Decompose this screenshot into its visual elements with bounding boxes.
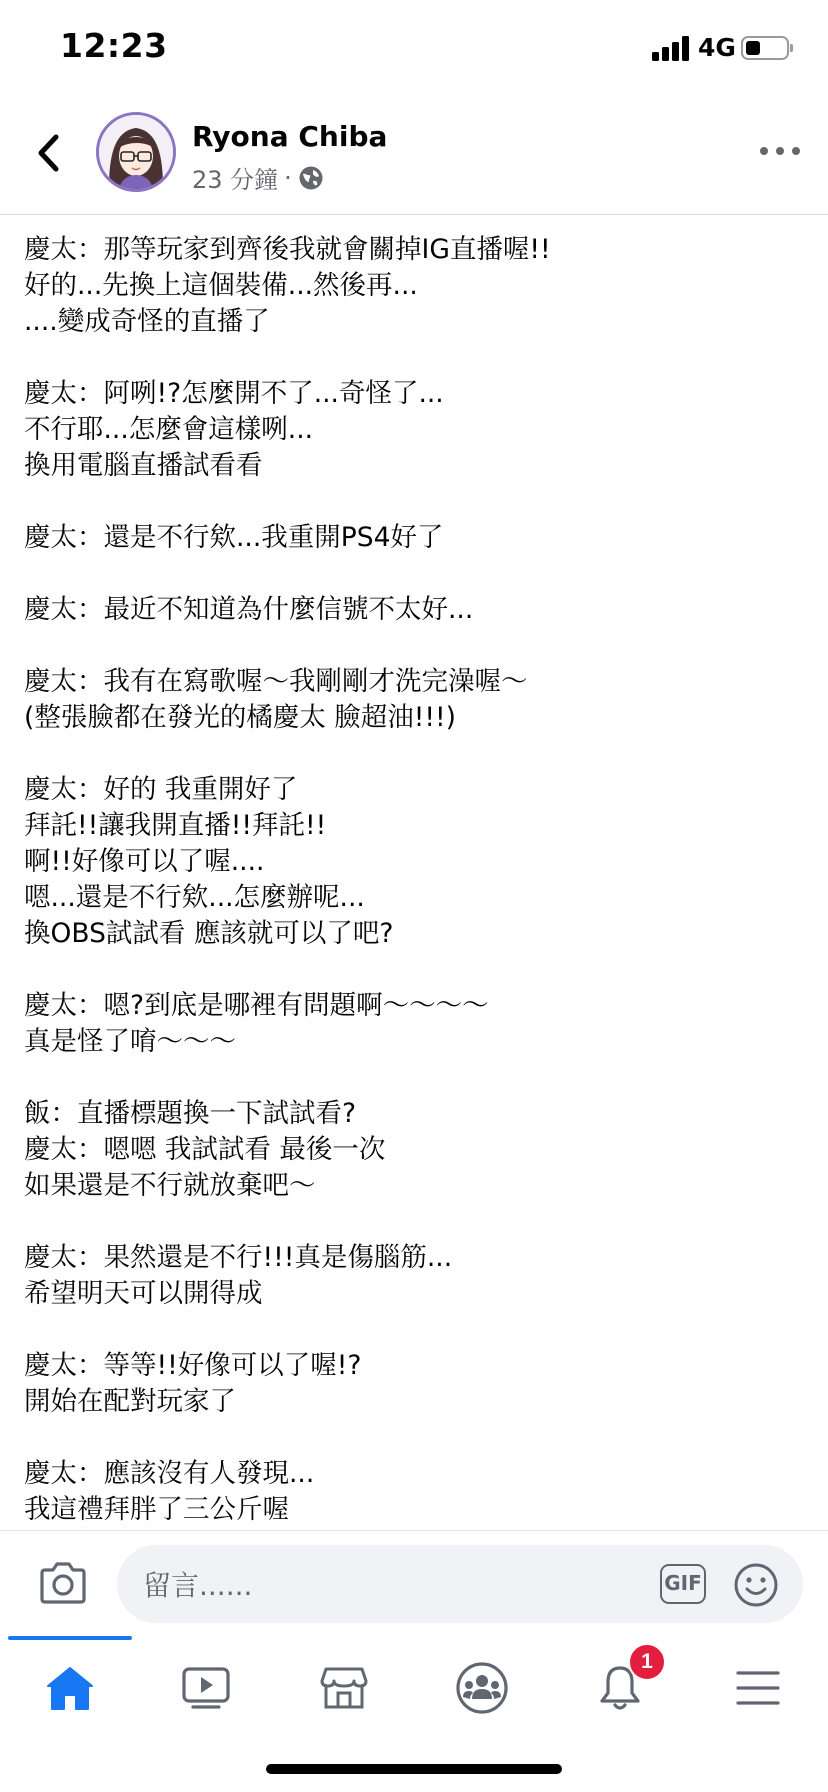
post-header xyxy=(0,100,828,215)
comment-input[interactable] xyxy=(141,1563,625,1607)
menu-icon xyxy=(734,1668,782,1708)
post-text-line: (整張臉都在發光的橘慶太 臉超油!!!) xyxy=(24,702,456,733)
paragraph-gap xyxy=(24,484,804,520)
post-text-line: 飯：直播標題換一下試試看? xyxy=(24,1098,357,1129)
home-indicator xyxy=(266,1764,562,1774)
globe-icon xyxy=(298,165,324,191)
paragraph-gap xyxy=(24,1204,804,1240)
status-time: 12:23 xyxy=(60,26,168,65)
post-text xyxy=(24,232,804,1528)
post-text-line: 慶太：嗯嗯 我試試看 最後一次 xyxy=(24,1134,386,1165)
post-meta xyxy=(192,160,324,195)
paragraph-gap xyxy=(24,1312,804,1348)
active-tab-indicator xyxy=(8,1636,132,1640)
tab-groups[interactable] xyxy=(448,1658,516,1718)
tab-bar xyxy=(0,1636,828,1744)
tab-watch[interactable] xyxy=(172,1658,240,1718)
post-timestamp[interactable]: 23 分鐘 xyxy=(192,166,279,194)
post-text-line: 拜託!!讓我開直播!!拜託!! xyxy=(24,810,327,841)
post-text-line: 慶太：最近不知道為什麼信號不太好... xyxy=(24,594,474,625)
post-text-line: 真是怪了唷～～～ xyxy=(24,1026,236,1057)
post-text-line: 我這禮拜胖了三公斤喔 xyxy=(24,1494,289,1525)
tab-menu[interactable] xyxy=(724,1658,792,1718)
avatar[interactable] xyxy=(96,112,176,192)
network-type: 4G xyxy=(698,33,736,62)
post-text-line: 慶太：果然還是不行!!!真是傷腦筋... xyxy=(24,1242,453,1273)
post-text-line: 慶太：還是不行欸...我重開PS4好了 xyxy=(24,522,444,553)
notification-badge: 1 xyxy=(628,1643,666,1681)
status-bar xyxy=(0,0,828,100)
post-text-line: 換用電腦直播試看看 xyxy=(24,450,263,481)
dot-icon xyxy=(760,147,768,155)
paragraph-gap xyxy=(24,340,804,376)
avatar-image xyxy=(99,115,173,189)
comment-box xyxy=(117,1545,803,1623)
author-name[interactable]: Ryona Chiba xyxy=(192,120,388,153)
tab-home[interactable] xyxy=(36,1658,104,1718)
more-options-button[interactable] xyxy=(760,136,800,166)
post-text-line: 慶太：好的 我重開好了 xyxy=(24,774,298,805)
dot-icon xyxy=(792,147,800,155)
post-text-line: 慶太：嗯?到底是哪裡有問題啊～～～～ xyxy=(24,990,489,1021)
home-icon xyxy=(45,1665,95,1711)
post-text-line: 不行耶...怎麼會這樣咧... xyxy=(24,414,314,445)
tab-marketplace[interactable] xyxy=(310,1658,378,1718)
post-text-line: 慶太：等等!!好像可以了喔!? xyxy=(24,1350,362,1381)
paragraph-gap xyxy=(24,1420,804,1456)
post-text-line: 慶太：應該沒有人發現... xyxy=(24,1458,315,1489)
paragraph-gap xyxy=(24,952,804,988)
post-text-line: 好的...先換上這個裝備...然後再... xyxy=(24,270,418,301)
post-text-line: 嗯...還是不行欸...怎麼辦呢... xyxy=(24,882,365,913)
post-text-line: 慶太：那等玩家到齊後我就會關掉IG直播喔!! xyxy=(24,234,551,265)
post-text-line: 慶太：阿咧!?怎麼開不了...奇怪了... xyxy=(24,378,444,409)
emoji-icon[interactable] xyxy=(733,1562,779,1608)
paragraph-gap xyxy=(24,556,804,592)
dot-icon xyxy=(776,147,784,155)
post-text-line: 希望明天可以開得成 xyxy=(24,1278,263,1309)
comment-bar xyxy=(0,1530,828,1635)
paragraph-gap xyxy=(24,1060,804,1096)
camera-icon[interactable] xyxy=(38,1561,88,1605)
marketplace-icon xyxy=(319,1665,369,1711)
paragraph-gap xyxy=(24,736,804,772)
battery-icon xyxy=(741,36,789,60)
groups-icon xyxy=(455,1661,509,1715)
post-text-line: 開始在配對玩家了 xyxy=(24,1386,236,1417)
back-button[interactable] xyxy=(28,128,68,178)
gif-button[interactable]: GIF xyxy=(660,1564,706,1604)
meta-separator: · xyxy=(284,163,292,192)
post-text-line: 換OBS試試看 應該就可以了吧? xyxy=(24,918,394,949)
post-text-line: 啊!!好像可以了喔.... xyxy=(24,846,265,877)
post-text-line: 慶太：我有在寫歌喔～我剛剛才洗完澡喔～ xyxy=(24,666,528,697)
watch-icon xyxy=(181,1665,231,1711)
post-text-line: ....變成奇怪的直播了 xyxy=(24,306,270,337)
chevron-left-icon xyxy=(35,133,61,173)
paragraph-gap xyxy=(24,628,804,664)
post-text-line: 如果還是不行就放棄吧～ xyxy=(24,1170,316,1201)
signal-icon xyxy=(652,35,692,61)
